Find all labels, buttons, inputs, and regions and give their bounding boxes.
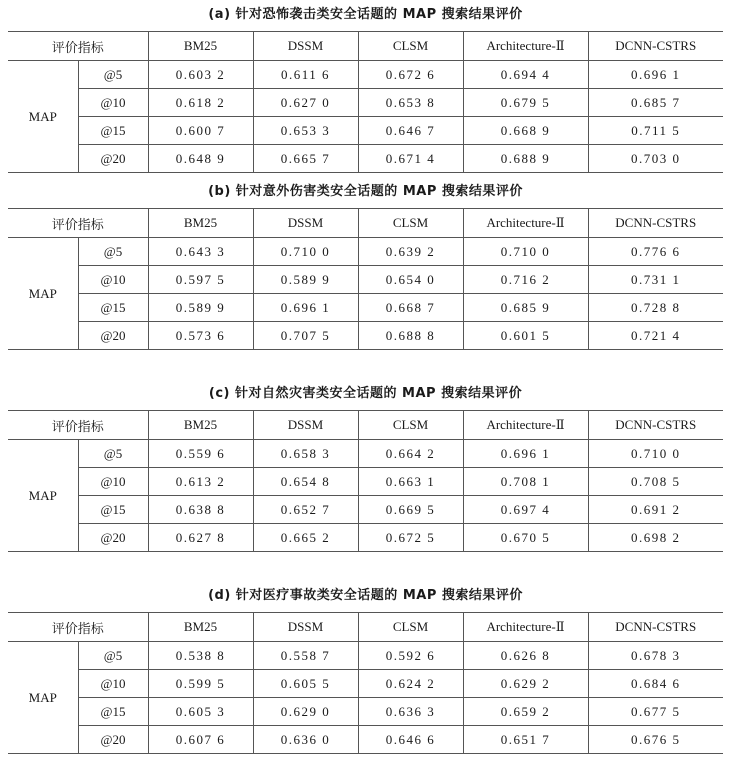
table-block-d <box>8 587 723 754</box>
value-cell: 0.696 1 <box>588 61 723 89</box>
value-cell: 0.638 8 <box>148 496 253 524</box>
table-block-c <box>8 385 723 552</box>
table-row <box>8 670 723 698</box>
method-header-bm25: BM25 <box>148 209 253 238</box>
cutoff-label: @20 <box>78 322 148 350</box>
method-header-architecture-ii: Architecture-Ⅱ <box>463 411 588 440</box>
table-row <box>8 468 723 496</box>
value-cell: 0.698 2 <box>588 524 723 552</box>
value-cell: 0.703 0 <box>588 145 723 173</box>
value-cell: 0.676 5 <box>588 726 723 754</box>
value-cell: 0.721 4 <box>588 322 723 350</box>
value-cell: 0.589 9 <box>253 266 358 294</box>
value-cell: 0.605 3 <box>148 698 253 726</box>
table-block-a <box>8 6 723 173</box>
method-header-architecture-ii: Architecture-Ⅱ <box>463 613 588 642</box>
map-table-c <box>8 410 723 552</box>
value-cell: 0.603 2 <box>148 61 253 89</box>
value-cell: 0.648 9 <box>148 145 253 173</box>
cutoff-label: @15 <box>78 117 148 145</box>
table-row <box>8 294 723 322</box>
cutoff-label: @20 <box>78 145 148 173</box>
map-table-b <box>8 208 723 350</box>
value-cell: 0.597 5 <box>148 266 253 294</box>
value-cell: 0.654 0 <box>358 266 463 294</box>
table-row <box>8 524 723 552</box>
method-header-bm25: BM25 <box>148 613 253 642</box>
method-header-dssm: DSSM <box>253 209 358 238</box>
value-cell: 0.697 4 <box>463 496 588 524</box>
value-cell: 0.629 0 <box>253 698 358 726</box>
cutoff-label: @10 <box>78 670 148 698</box>
value-cell: 0.573 6 <box>148 322 253 350</box>
value-cell: 0.665 7 <box>253 145 358 173</box>
header-row <box>8 613 723 642</box>
value-cell: 0.707 5 <box>253 322 358 350</box>
table-row <box>8 496 723 524</box>
metric-header: 评价指标 <box>8 613 148 642</box>
table-row <box>8 145 723 173</box>
table-row <box>8 266 723 294</box>
value-cell: 0.538 8 <box>148 642 253 670</box>
cutoff-label: @20 <box>78 524 148 552</box>
value-cell: 0.643 3 <box>148 238 253 266</box>
value-cell: 0.646 6 <box>358 726 463 754</box>
method-header-dssm: DSSM <box>253 411 358 440</box>
value-cell: 0.592 6 <box>358 642 463 670</box>
table-caption-b: (b) 针对意外伤害类安全话题的 MAP 搜索结果评价 <box>208 184 523 199</box>
metric-header: 评价指标 <box>8 209 148 238</box>
value-cell: 0.663 1 <box>358 468 463 496</box>
cutoff-label: @5 <box>78 238 148 266</box>
value-cell: 0.776 6 <box>588 238 723 266</box>
value-cell: 0.629 2 <box>463 670 588 698</box>
cutoff-label: @5 <box>78 61 148 89</box>
value-cell: 0.624 2 <box>358 670 463 698</box>
method-header-architecture-ii: Architecture-Ⅱ <box>463 32 588 61</box>
group-label-map: MAP <box>8 440 78 552</box>
value-cell: 0.664 2 <box>358 440 463 468</box>
metric-header: 评价指标 <box>8 411 148 440</box>
value-cell: 0.672 6 <box>358 61 463 89</box>
header-row <box>8 411 723 440</box>
value-cell: 0.679 5 <box>463 89 588 117</box>
cutoff-label: @10 <box>78 266 148 294</box>
value-cell: 0.696 1 <box>463 440 588 468</box>
table-row <box>8 726 723 754</box>
value-cell: 0.671 4 <box>358 145 463 173</box>
value-cell: 0.694 4 <box>463 61 588 89</box>
value-cell: 0.678 3 <box>588 642 723 670</box>
table-block-b <box>8 183 723 350</box>
value-cell: 0.688 9 <box>463 145 588 173</box>
method-header-architecture-ii: Architecture-Ⅱ <box>463 209 588 238</box>
value-cell: 0.668 7 <box>358 294 463 322</box>
cutoff-label: @20 <box>78 726 148 754</box>
value-cell: 0.658 3 <box>253 440 358 468</box>
header-row <box>8 32 723 61</box>
table-row <box>8 61 723 89</box>
value-cell: 0.651 7 <box>463 726 588 754</box>
table-row <box>8 117 723 145</box>
value-cell: 0.711 5 <box>588 117 723 145</box>
value-cell: 0.684 6 <box>588 670 723 698</box>
value-cell: 0.611 6 <box>253 61 358 89</box>
value-cell: 0.636 0 <box>253 726 358 754</box>
table-caption-d: (d) 针对医疗事故类安全话题的 MAP 搜索结果评价 <box>208 588 523 603</box>
value-cell: 0.652 7 <box>253 496 358 524</box>
value-cell: 0.653 8 <box>358 89 463 117</box>
metric-header: 评价指标 <box>8 32 148 61</box>
value-cell: 0.716 2 <box>463 266 588 294</box>
method-header-dcnn-cstrs: DCNN-CSTRS <box>588 411 723 440</box>
value-cell: 0.710 0 <box>253 238 358 266</box>
value-cell: 0.627 8 <box>148 524 253 552</box>
method-header-dcnn-cstrs: DCNN-CSTRS <box>588 209 723 238</box>
cutoff-label: @5 <box>78 440 148 468</box>
map-table-a <box>8 31 723 173</box>
value-cell: 0.708 1 <box>463 468 588 496</box>
table-row <box>8 440 723 468</box>
value-cell: 0.708 5 <box>588 468 723 496</box>
cutoff-label: @5 <box>78 642 148 670</box>
table-row <box>8 698 723 726</box>
method-header-clsm: CLSM <box>358 613 463 642</box>
value-cell: 0.558 7 <box>253 642 358 670</box>
value-cell: 0.636 3 <box>358 698 463 726</box>
table-row <box>8 322 723 350</box>
value-cell: 0.696 1 <box>253 294 358 322</box>
value-cell: 0.728 8 <box>588 294 723 322</box>
table-caption-c: (c) 针对自然灾害类安全话题的 MAP 搜索结果评价 <box>208 386 523 401</box>
method-header-clsm: CLSM <box>358 209 463 238</box>
value-cell: 0.605 5 <box>253 670 358 698</box>
cutoff-label: @15 <box>78 294 148 322</box>
cutoff-label: @15 <box>78 496 148 524</box>
cutoff-label: @15 <box>78 698 148 726</box>
group-label-map: MAP <box>8 238 78 350</box>
value-cell: 0.646 7 <box>358 117 463 145</box>
value-cell: 0.618 2 <box>148 89 253 117</box>
value-cell: 0.589 9 <box>148 294 253 322</box>
value-cell: 0.559 6 <box>148 440 253 468</box>
group-label-map: MAP <box>8 642 78 754</box>
value-cell: 0.688 8 <box>358 322 463 350</box>
value-cell: 0.626 8 <box>463 642 588 670</box>
cutoff-label: @10 <box>78 89 148 117</box>
value-cell: 0.672 5 <box>358 524 463 552</box>
value-cell: 0.677 5 <box>588 698 723 726</box>
value-cell: 0.691 2 <box>588 496 723 524</box>
method-header-clsm: CLSM <box>358 411 463 440</box>
value-cell: 0.731 1 <box>588 266 723 294</box>
value-cell: 0.685 7 <box>588 89 723 117</box>
value-cell: 0.613 2 <box>148 468 253 496</box>
table-row <box>8 238 723 266</box>
method-header-bm25: BM25 <box>148 411 253 440</box>
table-row <box>8 642 723 670</box>
map-table-d <box>8 612 723 754</box>
method-header-clsm: CLSM <box>358 32 463 61</box>
method-header-dcnn-cstrs: DCNN-CSTRS <box>588 613 723 642</box>
value-cell: 0.685 9 <box>463 294 588 322</box>
value-cell: 0.599 5 <box>148 670 253 698</box>
cutoff-label: @10 <box>78 468 148 496</box>
table-caption-a: (a) 针对恐怖袭击类安全话题的 MAP 搜索结果评价 <box>208 7 523 22</box>
method-header-dcnn-cstrs: DCNN-CSTRS <box>588 32 723 61</box>
value-cell: 0.607 6 <box>148 726 253 754</box>
table-row <box>8 89 723 117</box>
value-cell: 0.653 3 <box>253 117 358 145</box>
method-header-dssm: DSSM <box>253 32 358 61</box>
value-cell: 0.665 2 <box>253 524 358 552</box>
method-header-dssm: DSSM <box>253 613 358 642</box>
method-header-bm25: BM25 <box>148 32 253 61</box>
value-cell: 0.659 2 <box>463 698 588 726</box>
value-cell: 0.600 7 <box>148 117 253 145</box>
value-cell: 0.710 0 <box>463 238 588 266</box>
value-cell: 0.654 8 <box>253 468 358 496</box>
value-cell: 0.670 5 <box>463 524 588 552</box>
value-cell: 0.639 2 <box>358 238 463 266</box>
header-row <box>8 209 723 238</box>
group-label-map: MAP <box>8 61 78 173</box>
value-cell: 0.627 0 <box>253 89 358 117</box>
value-cell: 0.668 9 <box>463 117 588 145</box>
value-cell: 0.601 5 <box>463 322 588 350</box>
value-cell: 0.710 0 <box>588 440 723 468</box>
value-cell: 0.669 5 <box>358 496 463 524</box>
